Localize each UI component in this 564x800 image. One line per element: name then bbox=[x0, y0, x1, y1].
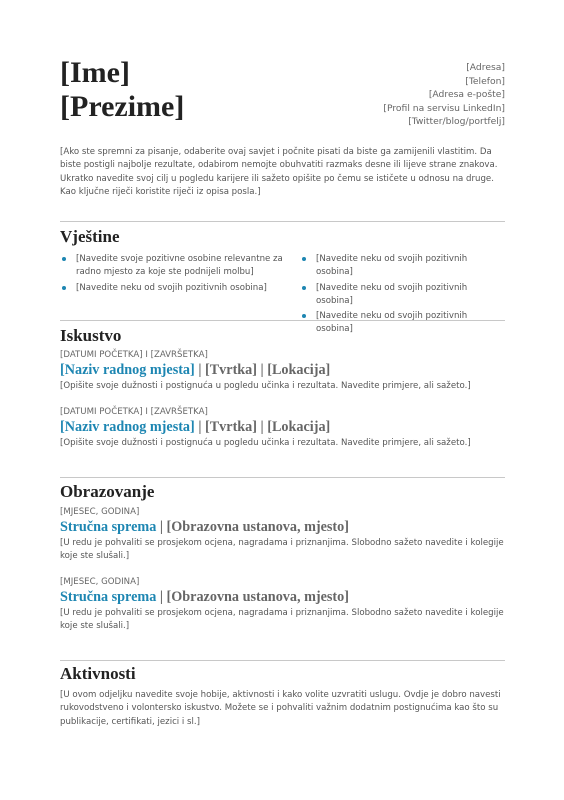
experience-entry bbox=[60, 406, 505, 450]
contact-web[interactable]: [Twitter/blog/portfelj] bbox=[408, 116, 505, 127]
section-divider bbox=[60, 660, 505, 661]
job-dates[interactable]: [DATUMI POČETKA] I [ZAVRŠETKA] bbox=[60, 407, 208, 417]
experience-heading: Iskustvo bbox=[60, 326, 122, 345]
skills-column-1 bbox=[60, 253, 288, 297]
skills-column-2 bbox=[300, 253, 505, 339]
bullet-icon bbox=[302, 286, 306, 290]
contact-phone[interactable]: [Telefon] bbox=[465, 75, 505, 87]
contact-address[interactable]: [Adresa] bbox=[466, 62, 505, 73]
job-company[interactable]: [Tvrtka] bbox=[204, 362, 257, 378]
education-description[interactable]: [U redu je pohvaliti se prosjekom ocjena, nagradama i priznanjima. Slobodno sažeto navedite i kolegije koje ste slušali.] bbox=[60, 538, 504, 562]
activities-description[interactable]: [U ovom odjeljku navedite svoje hobije, aktivnosti i kako volite uzvratiti uslugu. Ovdje je dobro navesti rukovodstveno i volontersko iskustvo. Možete se i pohvaliti važnim dodatnim postignućima kao što su publikacije, certifikati, jezici i sl.] bbox=[60, 690, 501, 727]
education-entry bbox=[60, 506, 505, 564]
first-name[interactable]: [Ime] bbox=[60, 56, 130, 89]
education-degree[interactable]: Stručna sprema bbox=[60, 519, 157, 535]
education-title-line: Stručna sprema | [Obrazovna ustanova, mjesto] bbox=[60, 589, 349, 605]
job-title[interactable]: [Naziv radnog mjesta] bbox=[60, 419, 195, 435]
skills-heading: Vještine bbox=[60, 227, 120, 246]
contact-info[interactable] bbox=[383, 61, 505, 129]
bullet-icon bbox=[302, 314, 306, 318]
job-location[interactable]: [Lokacija] bbox=[267, 419, 331, 435]
job-title-line: [Naziv radnog mjesta] | [Tvrtka] | [Lokacija] bbox=[60, 419, 331, 435]
education-school[interactable]: [Obrazovna ustanova, mjesto] bbox=[166, 519, 349, 535]
skill-item[interactable]: [Navedite neku od svojih pozitivnih osobina] bbox=[300, 282, 505, 309]
summary-text[interactable]: [Ako ste spremni za pisanje, odaberite ovaj savjet i počnite pisati da biste ga zamijenili vlastitim. Da biste postigli najbolje rezultate, odabirom nemojte obuhvatiti razmaks desne ili lijeve strane znakova. Ukratko navedite svoj cilj u pogledu karijere ili sažeto opišite po čemu se ističete u odnosu na druge. Kao ključne riječi koristite riječi iz opisa posla.] bbox=[60, 147, 498, 197]
job-company[interactable]: [Tvrtka] bbox=[204, 419, 257, 435]
education-title-line: Stručna sprema | [Obrazovna ustanova, mjesto] bbox=[60, 519, 349, 535]
job-description[interactable]: [Opišite svoje dužnosti i postignuća u pogledu učinka i rezultata. Navedite primjere, ali sažeto.] bbox=[60, 438, 471, 448]
activities-heading: Aktivnosti bbox=[60, 664, 136, 683]
education-entry bbox=[60, 576, 505, 634]
job-title-line: [Naziv radnog mjesta] | [Tvrtka] | [Lokacija] bbox=[60, 362, 331, 378]
experience-entry bbox=[60, 349, 505, 393]
candidate-name[interactable] bbox=[60, 56, 184, 124]
bullet-icon bbox=[302, 257, 306, 261]
job-dates[interactable]: [DATUMI POČETKA] I [ZAVRŠETKA] bbox=[60, 350, 208, 360]
education-heading: Obrazovanje bbox=[60, 482, 155, 501]
last-name[interactable]: [Prezime] bbox=[60, 90, 185, 123]
contact-email[interactable]: [Adresa e-pošte] bbox=[428, 89, 505, 100]
job-location[interactable]: [Lokacija] bbox=[267, 362, 331, 378]
bullet-icon bbox=[62, 257, 66, 261]
education-description[interactable]: [U redu je pohvaliti se prosjekom ocjena, nagradama i priznanjima. Slobodno sažeto navedite i kolegije koje ste slušali.] bbox=[60, 608, 504, 632]
skill-item[interactable]: [Navedite neku od svojih pozitivnih osobina] bbox=[60, 282, 288, 295]
bullet-icon bbox=[62, 286, 66, 290]
education-date[interactable]: [MJESEC, GODINA] bbox=[60, 507, 140, 517]
job-description[interactable]: [Opišite svoje dužnosti i postignuća u pogledu učinka i rezultata. Navedite primjere, ali sažeto.] bbox=[60, 381, 471, 391]
contact-linkedin[interactable]: [Profil na servisu LinkedIn] bbox=[383, 102, 505, 114]
education-date[interactable]: [MJESEC, GODINA] bbox=[60, 577, 140, 587]
skill-item[interactable]: [Navedite neku od svojih pozitivnih osobina] bbox=[300, 310, 505, 337]
education-school[interactable]: [Obrazovna ustanova, mjesto] bbox=[166, 589, 349, 605]
education-degree[interactable]: Stručna sprema bbox=[60, 589, 157, 605]
skill-item[interactable]: [Navedite svoje pozitivne osobine relevantne za radno mjesto za koje ste podnijeli molbu] bbox=[60, 253, 288, 280]
skill-item[interactable]: [Navedite neku od svojih pozitivnih osobina] bbox=[300, 253, 505, 280]
section-divider bbox=[60, 320, 505, 321]
section-divider bbox=[60, 477, 505, 478]
section-divider bbox=[60, 221, 505, 222]
job-title[interactable]: [Naziv radnog mjesta] bbox=[60, 362, 195, 378]
